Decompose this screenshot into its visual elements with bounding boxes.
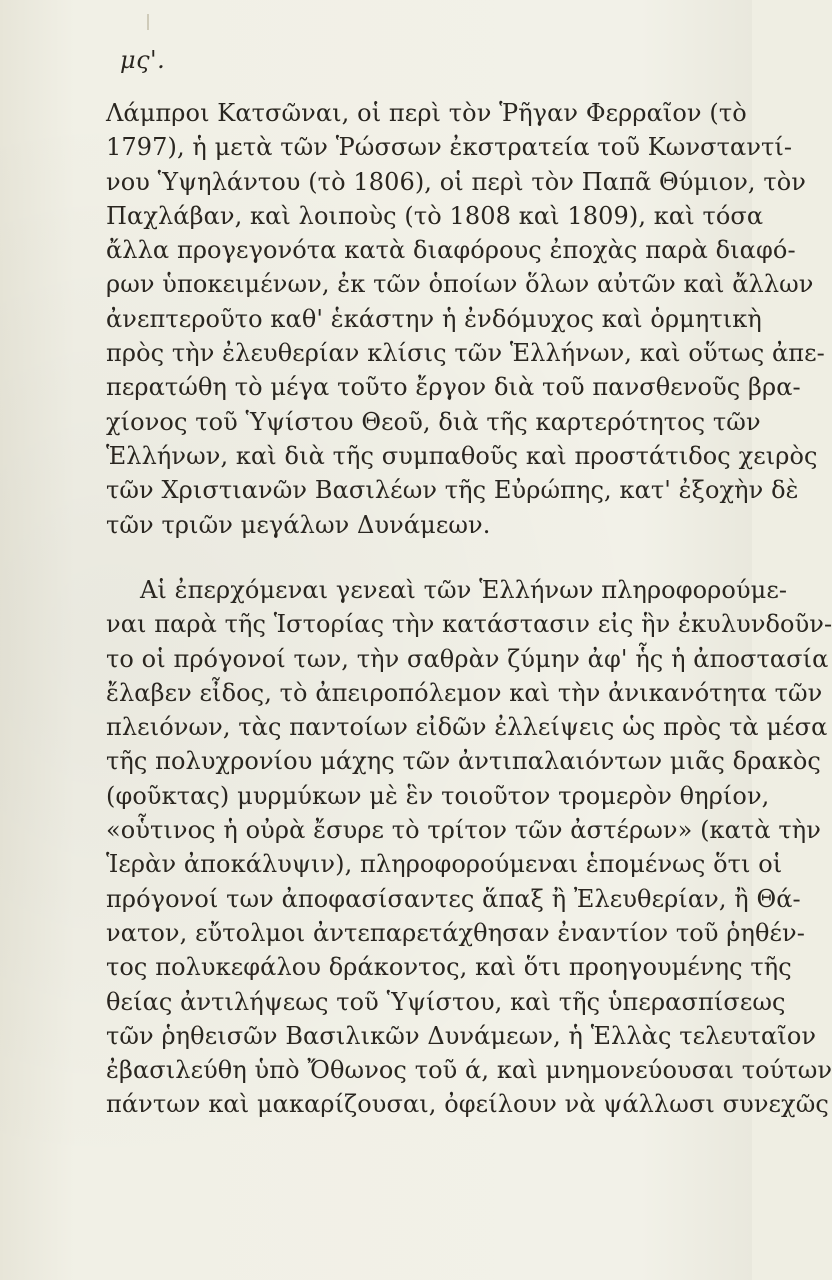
text-line: νου Ὑψηλάντου (τὸ 1806), οἱ περὶ τὸν Παπᾶ Θύμιον, τὸν: [106, 167, 806, 196]
text-line: ναι παρὰ τῆς Ἱστορίας τὴν κατάστασιν εἰς ἣν ἐκυλυνδοῦν-: [106, 610, 832, 639]
text-line: τῶν Χριστιανῶν Βασιλέων τῆς Εὐρώπης, κατ' ἐξοχὴν δὲ: [106, 476, 799, 505]
text-line: περατώθη τὸ μέγα τοῦτο ἔργον διὰ τοῦ πανσθενοῦς βρα-: [106, 373, 801, 402]
text-line: τος πολυκεφάλου δράκοντος, καὶ ὅτι προηγουμένης τῆς: [106, 953, 792, 982]
text-line: θείας ἀντιλήψεως τοῦ Ὑψίστου, καὶ τῆς ὑπερασπίσεως: [106, 987, 786, 1016]
text-line: τῶν ῥηθεισῶν Βασιλικῶν Δυνάμεων, ἡ Ἑλλὰς τελευταῖον: [106, 1021, 817, 1050]
text-line: πρόγονοί των ἀποφασίσαντες ἅπαξ ἢ Ἐλευθερίαν, ἢ Θά-: [106, 884, 801, 913]
page-number: μς'.: [120, 46, 166, 74]
text-line: χίονος τοῦ Ὑψίστου Θεοῦ, διὰ τῆς καρτερότητος τῶν: [106, 407, 761, 436]
text-line: Ἑλλήνων, καὶ διὰ τῆς συμπαθοῦς καὶ προστάτιδος χειρὸς: [106, 441, 818, 470]
text-line: το οἱ πρόγονοί των, τὴν σαθρὰν ζύμην ἀφ' ἧς ἡ ἀποστασία: [106, 644, 829, 673]
text-line: πλειόνων, τὰς παντοίων εἰδῶν ἐλλείψεις ὡς πρὸς τὰ μέσα: [106, 713, 828, 742]
paragraph-2: [106, 573, 832, 1122]
text-line: τῶν τριῶν μεγάλων Δυνάμεων.: [106, 510, 491, 539]
paragraph-1: [106, 96, 825, 542]
text-line: (φοῦκτας) μυρμύκων μὲ ἓν τοιοῦτον τρομερὸν θηρίον,: [106, 781, 770, 810]
text-line: ἄλλα προγεγονότα κατὰ διαφόρους ἐποχὰς παρὰ διαφό-: [106, 236, 796, 265]
text-line: Αἱ ἐπερχόμεναι γενεαὶ τῶν Ἑλλήνων πληροφορούμε-: [140, 576, 788, 604]
text-line: 1797), ἡ μετὰ τῶν Ῥώσσων ἐκστρατεία τοῦ Κωνσταντί-: [106, 133, 793, 162]
text-line: Ἱερὰν ἀποκάλυψιν), πληροφορούμεναι ἑπομένως ὅτι οἱ: [106, 850, 783, 879]
text-line: ρων ὑποκειμένων, ἐκ τῶν ὁποίων ὅλων αὐτῶν καὶ ἄλλων: [106, 270, 814, 299]
text-line: «οὗτινος ἡ οὐρὰ ἔσυρε τὸ τρίτον τῶν ἀστέρων» (κατὰ τὴν: [106, 816, 821, 845]
text-line: ἐβασιλεύθη ὑπὸ Ὄθωνος τοῦ ά, καὶ μνημονεύουσαι τούτων: [106, 1056, 832, 1085]
text-line: Παχλάβαν, καὶ λοιποὺς (τὸ 1808 καὶ 1809), καὶ τόσα: [106, 201, 764, 230]
paper-mark: [147, 14, 149, 30]
text-line: ἀνεπτεροῦτο καθ' ἑκάστην ἡ ἐνδόμυχος καὶ ὁρμητικὴ: [106, 304, 762, 333]
text-line: νατον, εὔτολμοι ἀντεπαρετάχθησαν ἐναντίον τοῦ ῥηθέν-: [106, 918, 805, 947]
text-line: ἔλαβεν εἶδος, τὸ ἀπειροπόλεμον καὶ τὴν ἀνικανότητα τῶν: [106, 678, 823, 707]
text-line: Λάμπροι Κατσῶναι, οἱ περὶ τὸν Ῥῆγαν Φερραῖον (τὸ: [106, 99, 747, 127]
text-line: τῆς πολυχρονίου μάχης τῶν ἀντιπαλαιόντων μιᾶς δρακὸς: [106, 747, 821, 776]
text-line: πάντων καὶ μακαρίζουσαι, ὀφείλουν νὰ ψάλλωσι συνεχῶς: [106, 1090, 829, 1119]
text-line: πρὸς τὴν ἐλευθερίαν κλίσις τῶν Ἑλλήνων, καὶ οὕτως ἀπε-: [106, 339, 825, 368]
